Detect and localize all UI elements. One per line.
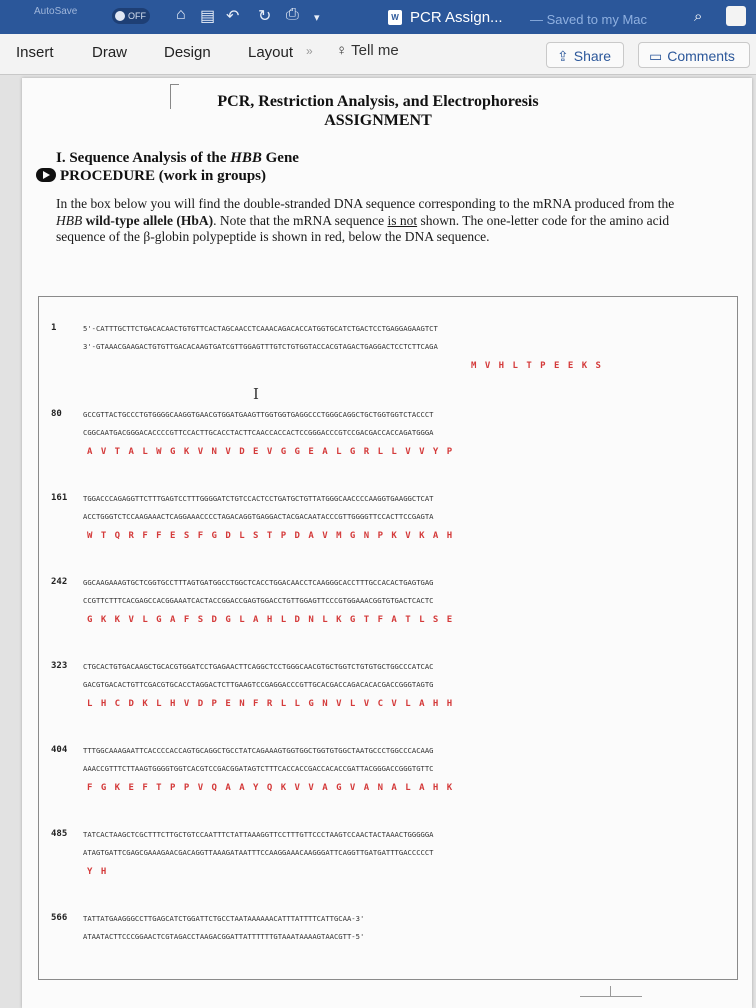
position-number: 566 bbox=[51, 913, 68, 923]
section-prefix: I. Sequence Analysis of the bbox=[56, 150, 231, 166]
tab-design[interactable]: Design bbox=[164, 44, 211, 61]
procedure-heading bbox=[36, 168, 266, 185]
text-cursor-icon: I bbox=[253, 385, 259, 403]
bottom-strand: ATAATACTTCCCGGAACTCGTAGACCTAAGACGGATTATTTTTTGTAAATAAAAGTAACGTT-5' bbox=[83, 932, 365, 941]
position-number: 485 bbox=[51, 829, 68, 839]
share-icon: ⇪ bbox=[557, 48, 569, 64]
intro-text-2: . Note that the mRNA sequence bbox=[213, 212, 388, 228]
print-icon[interactable]: ⎙ bbox=[286, 6, 299, 23]
top-strand: GCCGTTACTGCCCTGTGGGGCAAGGTGAACGTGGATGAAGTTGGTGGTGAGGCCCTGGGCAGGCTGCTGGTGGTCTACCCT bbox=[83, 410, 434, 419]
bottom-strand: AAACCGTTTCTTAAGTGGGGTGGTCACGTCCGACGGATAGTCTTTCACCACCGACCACACCGATTACGGGACCGGGTGTTC bbox=[83, 764, 434, 773]
intro-allele: wild-type allele (HbA) bbox=[82, 212, 214, 228]
redo-icon[interactable]: ↻ bbox=[258, 8, 272, 25]
title-bar bbox=[0, 0, 756, 34]
top-strand: GGCAAGAAAGTGCTCGGTGCCTTTAGTGATGGCCTGGCTCACCTGGACAACCTCAAGGGCACCTTTGCCACACTGAGTGAG bbox=[83, 578, 434, 587]
bottom-strand: ATAGTGATTCGAGCGAAAGAACGACAGGTTAAAGATAATTTCCAAGGAAACAAGGGATTCAGGTTGATGATTTGACCCCCT bbox=[83, 848, 434, 857]
top-strand: TATTATGAAGGGCCTTGAGCATCTGGATTCTGCCTAATAAAAAACATTTATTTTCATTGCAA-3' bbox=[83, 914, 365, 923]
position-number: 1 bbox=[51, 323, 57, 333]
bottom-strand: CGGCAATGACGGGACACCCCGTTCCACTTGCACCTACTTCAACCACCACTCCGGGACCCGTCCGACGACCACCAGATGGGA bbox=[83, 428, 434, 437]
more-tabs-chevron[interactable]: » bbox=[306, 44, 313, 58]
intro-paragraph bbox=[56, 196, 676, 246]
arrow-icon bbox=[36, 168, 56, 182]
top-strand: TGGACCCAGAGGTTCTTTGAGTCCTTTGGGGATCTGTCCACTCCTGATGCTGTTATGGGCAACCCCAAGGTGAAGGCTCAT bbox=[83, 494, 434, 503]
home-icon[interactable]: ⌂ bbox=[176, 6, 186, 23]
amino-acid-row: M V H L T P E E K S bbox=[471, 361, 601, 371]
comments-label: Comments bbox=[667, 48, 735, 64]
intro-text-1: In the box below you will find the double-stranded DNA sequence corresponding to the mRNA produced from the bbox=[56, 196, 675, 211]
undo-icon[interactable]: ↶ bbox=[226, 8, 240, 25]
toggle-knob bbox=[115, 11, 125, 21]
autosave-toggle[interactable] bbox=[112, 8, 150, 24]
comments-button[interactable] bbox=[638, 42, 750, 68]
amino-acid-row: A V T A L W G K V N V D E V G G E A L G R L L V V Y P bbox=[87, 447, 453, 457]
autosave-state: OFF bbox=[128, 11, 146, 21]
amino-acid-row: Y H bbox=[87, 867, 107, 877]
bottom-strand: ACCTGGGTCTCCAAGAAACTCAGGAAACCCCTAGACAGGTGAGGACTACGACAATACCCGTTGGGGTTCCACTTCCGAGTA bbox=[83, 512, 434, 521]
bottom-strand: 3'-GTAAACGAAGACTGTGTTGACACAAGTGATCGTTGGAGTTTGTCTGTGGTACCACGTAGACTGAGGACTCCTCTTCAGA bbox=[83, 342, 438, 351]
section-suffix: Gene bbox=[261, 150, 299, 166]
title-line-1: PCR, Restriction Analysis, and Electrophoresis bbox=[217, 93, 539, 110]
amino-acid-row: W T Q R F F E S F G D L S T P D A V M G N P K V K A H bbox=[87, 531, 453, 541]
save-icon[interactable]: ▤ bbox=[200, 8, 216, 25]
sequence-box bbox=[38, 296, 738, 980]
procedure-label: PROCEDURE (work in groups) bbox=[60, 168, 266, 184]
bottom-strand: GACGTGACACTGTTCGACGTGCACCTAGGACTCTTGAAGTCCGAGGACCCGTTGCACGACCAGACACACGACCGGGTAGTG bbox=[83, 680, 434, 689]
autosave-label: AutoSave bbox=[34, 6, 78, 17]
section-heading bbox=[56, 150, 299, 167]
tab-insert[interactable]: Insert bbox=[16, 44, 54, 61]
search-icon[interactable]: ⌕ bbox=[694, 8, 703, 25]
tell-me[interactable] bbox=[336, 42, 399, 59]
comment-icon: ▭ bbox=[649, 48, 663, 64]
word-doc-icon: W bbox=[388, 10, 402, 25]
top-strand: 5'-CATTTGCTTCTGACACAACTGTGTTCACTAGCAACCTCAAACAGACACCATGGTGCATCTGACTCCTGAGGAGAAGTCT bbox=[83, 324, 438, 333]
customize-icon[interactable]: ▾ bbox=[314, 12, 320, 24]
position-number: 404 bbox=[51, 745, 68, 755]
tell-me-label: Tell me bbox=[351, 42, 399, 59]
top-strand: TATCACTAAGCTCGCTTTCTTGCTGTCCAATTTCTATTAAAGGTTCCTTTGTTCCCTAAGTCCAACTACTAAACTGGGGGA bbox=[83, 830, 434, 839]
title-line-2: ASSIGNMENT bbox=[324, 112, 432, 129]
share-button[interactable] bbox=[546, 42, 624, 68]
intro-text-3: shown. The one-letter code for the amino acid sequence of the β-globin polypeptide is shown in red, below the DNA sequence. bbox=[56, 212, 670, 244]
top-strand: TTTGGCAAAGAATTCACCCCACCAGTGCAGGCTGCCTATCAGAAAGTGGTGGCTGGTGTGGCTAATGCCCTGGCCCACAAG bbox=[83, 746, 434, 755]
document-title[interactable]: PCR Assign... bbox=[410, 9, 503, 26]
page-break-marker bbox=[580, 996, 642, 997]
amino-acid-row: F G K E F T P P V Q A A Y Q K V V A G V A N A L A H K bbox=[87, 783, 453, 793]
position-number: 161 bbox=[51, 493, 68, 503]
intro-gene: HBB bbox=[56, 212, 83, 228]
position-number: 80 bbox=[51, 409, 62, 419]
share-person-icon[interactable] bbox=[726, 6, 746, 26]
bottom-strand: CCGTTCTTTCACGAGCCACGGAAATCACTACCGGACCGAGTGGACCTGTTGGAGTTCCCGTGGAAACGGTGTGACTCACTC bbox=[83, 596, 434, 605]
amino-acid-row: G K K V L G A F S D G L A H L D N L K G T F A T L S E bbox=[87, 615, 453, 625]
document-heading bbox=[0, 92, 756, 130]
intro-underlined: is not bbox=[387, 212, 418, 228]
section-gene: HBB bbox=[230, 150, 262, 166]
top-strand: CTGCACTGTGACAAGCTGCACGTGGATCCTGAGAACTTCAGGCTCCTGGGCAACGTGCTGGTCTGTGTGCTGGCCCATCAC bbox=[83, 662, 434, 671]
ribbon bbox=[0, 34, 756, 75]
save-status: — Saved to my Mac bbox=[530, 12, 648, 27]
position-number: 323 bbox=[51, 661, 68, 671]
lightbulb-icon: ♀ bbox=[336, 42, 352, 59]
share-label: Share bbox=[573, 48, 612, 64]
tab-draw[interactable]: Draw bbox=[92, 44, 128, 61]
position-number: 242 bbox=[51, 577, 68, 587]
tab-layout[interactable]: Layout bbox=[248, 44, 294, 61]
amino-acid-row: L H C D K L H V D P E N F R L L G N V L V C V L A H H bbox=[87, 699, 453, 709]
